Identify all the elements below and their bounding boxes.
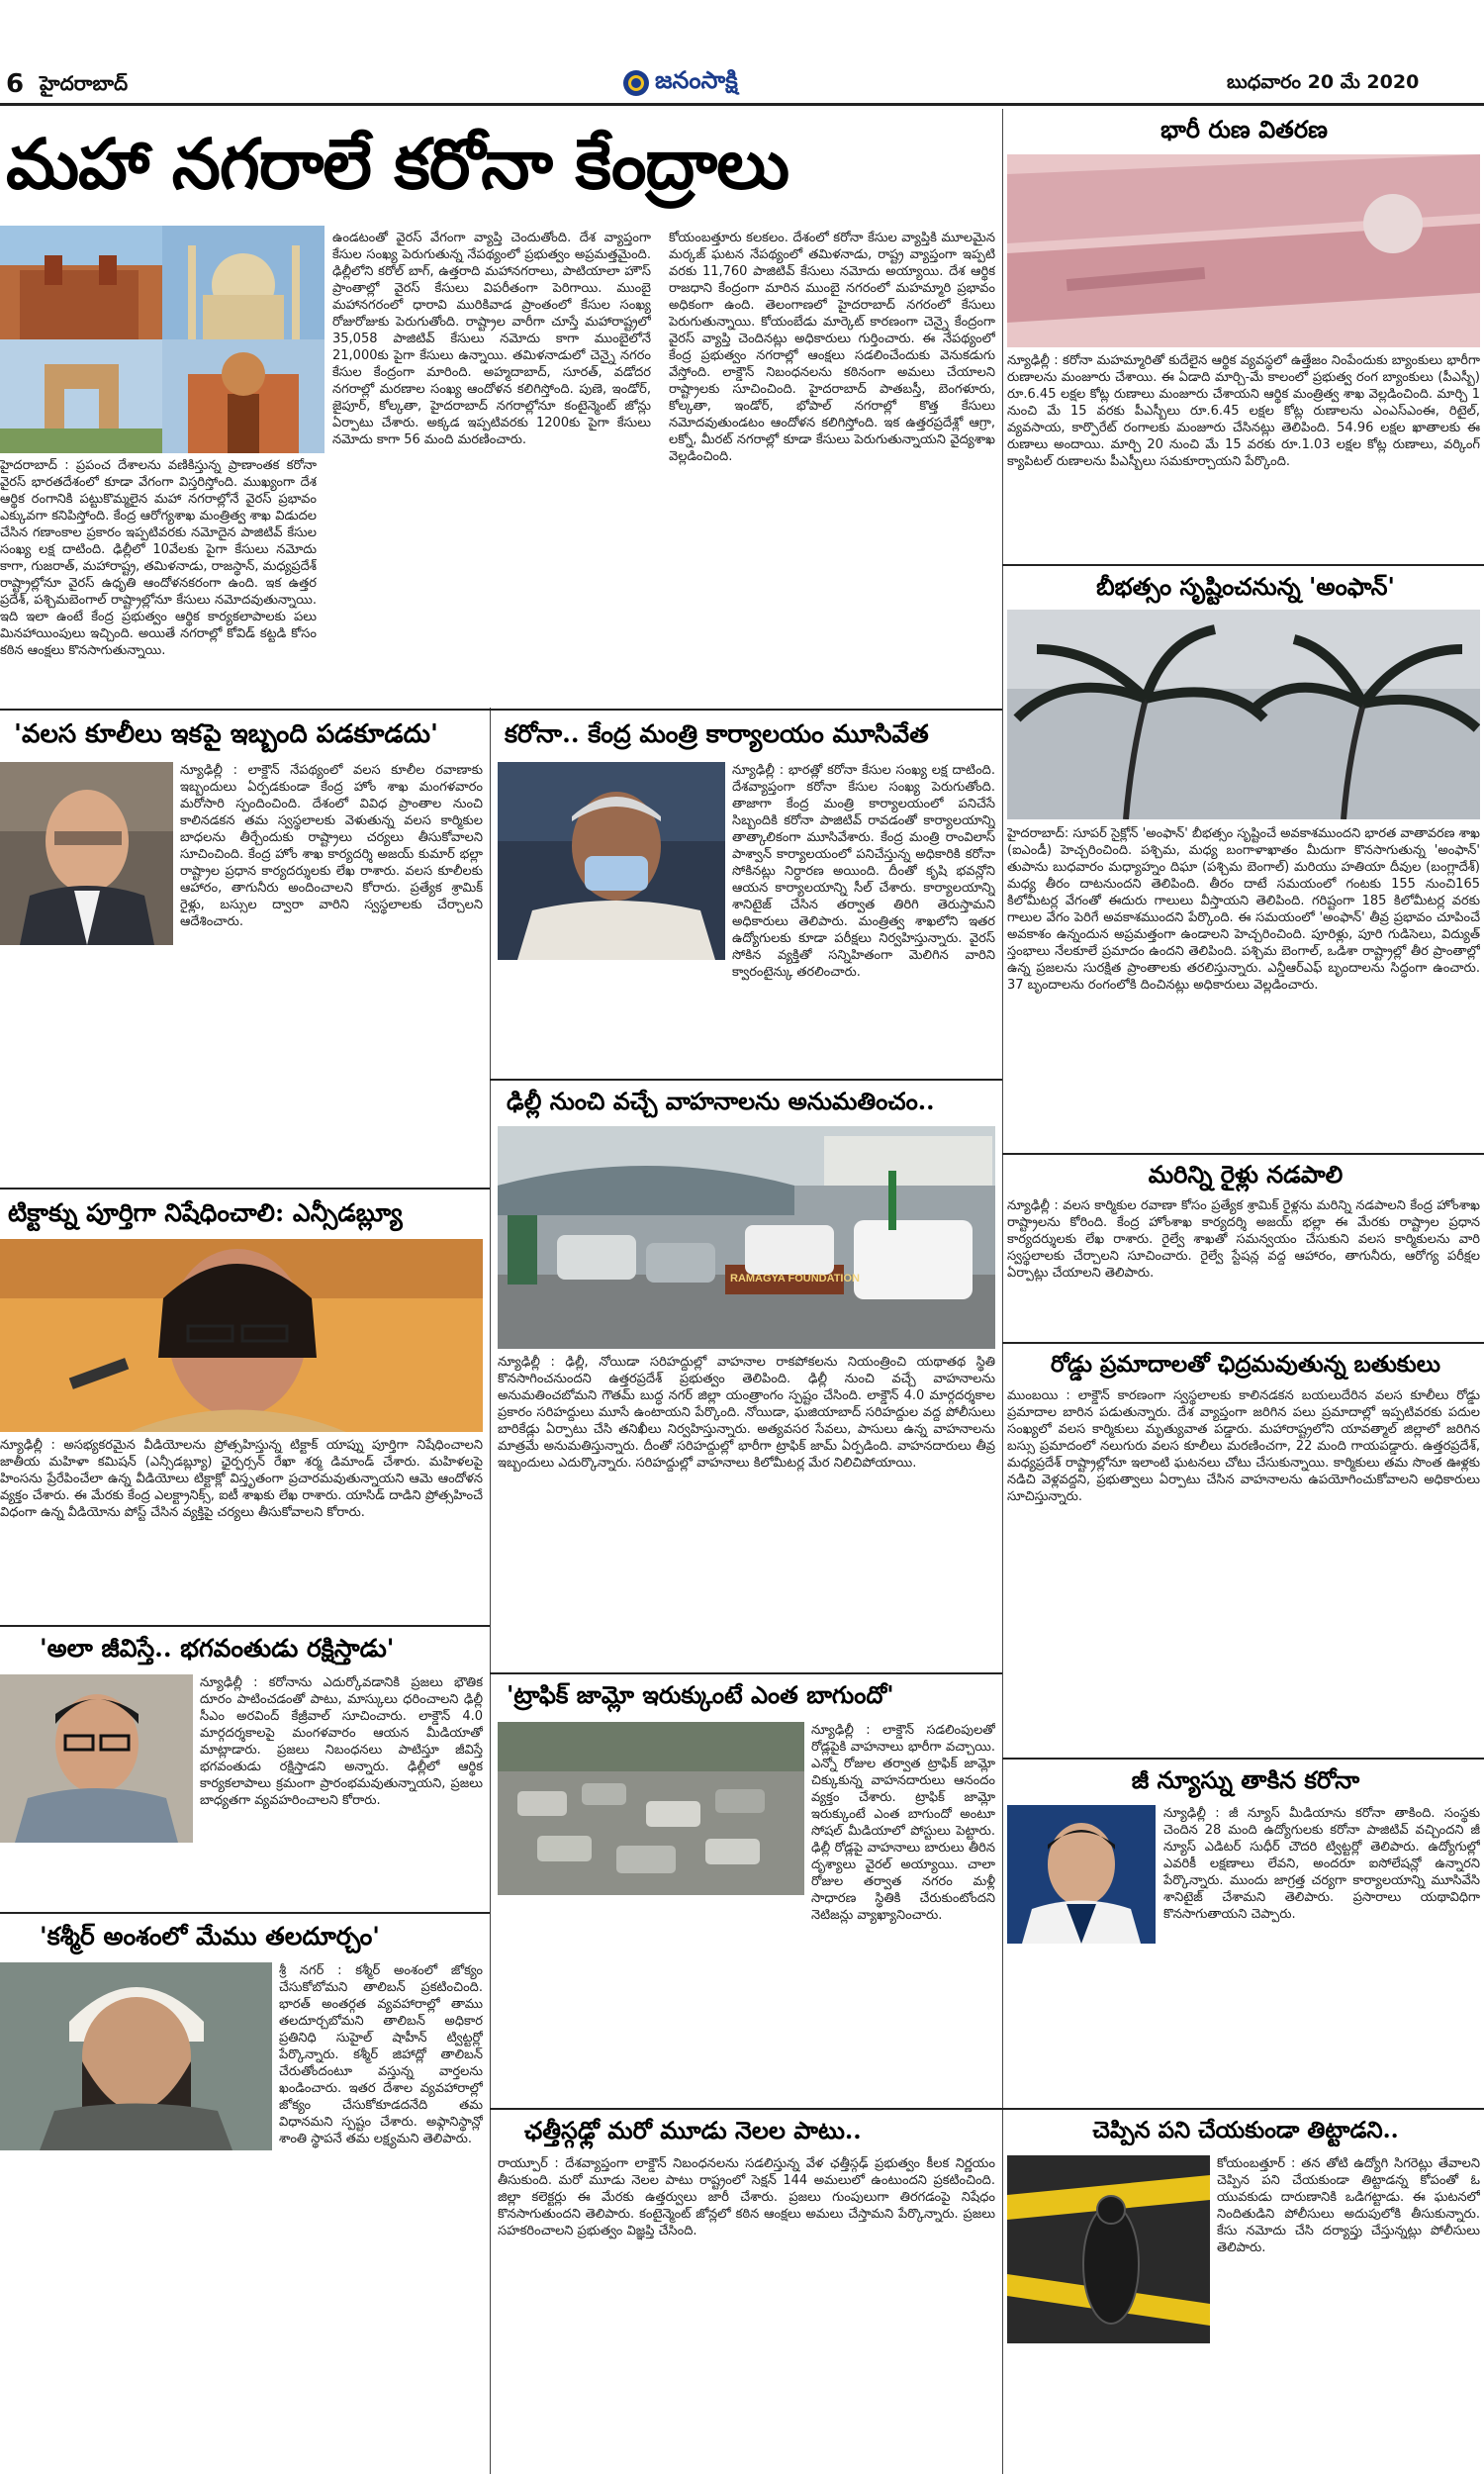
trains-rule [1002,1153,1484,1155]
vehicles-story-body: న్యూఢిల్లీ : ఢిల్లీ, నోయిడా సరిహద్దుల్లో వాహనాల రాకపోకలను నియంత్రించి యథాతథ స్థితి కొనసాగించనుందని ఉత్తరప్రదేశ్ ప్రభుత్వం తెలిపింది. ఢిల్లీ నుంచి వచ్చే వాహనాలను అనుమతించబోమని గౌతమ్ బుద్ధ నగర్ జిల్లా యంత్రాంగం స్పష్టం చేసింది. లాక్డౌన్ 4.0 మార్గదర్శకాల ప్రకారం సరిహద్దులు మూసే ఉంటాయని పేర్కొంది. నోయిడా, ఘజియాబాద్ సరిహద్దుల వద్ద పోలీసులు బారికేడ్లు ఏర్పాటు చేసి తనిఖీలు నిర్వహిస్తున్నారు. అత్యవసర సేవలు, పాసులు ఉన్న వాహనాలను మాత్రమే అనుమతిస్తున్నారు. దీంతో సరిహద్దుల్లో భారీగా ట్రాఫిక్ జామ్ ఏర్పడింది. వాహనదారులు తీవ్ర ఇబ్బందులు ఎదుర్కొన్నారు. సరిహద్దుల్లో వాహనాలు కిలోమీటర్ల మేర నిలిచిపోయాయి. [498,1355,995,1471]
minister-office-headline: కరోనా.. కేంద్ర మంత్రి కార్యాలయం మూసివేత [505,719,929,748]
loan-story-body: న్యూఢిల్లీ : కరోనా మహమ్మారితో కుదేలైన ఆర్థిక వ్యవస్థలో ఉత్తేజం నింపేందుకు బ్యాంకులు భారీగా రుణాలను మంజూరు చేశాయి. ఈ ఏడాది మార్చి-మే కాలంలో ప్రభుత్వ రంగ బ్యాంకులు (పీఎస్బీ) రూ.6.45 లక్షల కోట్ల రుణాలు మంజూరు చేశాయని ఆర్థిక మంత్రిత్వ శాఖ వెల్లడించింది. మార్చి 1 నుంచి మే 15 వరకు పీఎస్బీలు రూ.6.45 లక్షల కోట్ల రుణాలను ఎంఎస్ఎంఈ, రిటైల్, వ్యవసాయ, కార్పొరేట్ రంగాలకు మంజూరు చేసినట్లు తెలిపింది. 54.96 లక్షల ఖాతాలకు ఈ రుణాలు అందాయి. మార్చి 20 నుంచి మే 15 వరకు రూ.1.03 లక్షల కోట్ల రుణాలు, వర్కింగ్ క్యాపిటల్ రుణాలను పీఎస్బీలు సమకూర్చాయని పేర్కొంది. [1007,353,1480,469]
header-rule [0,103,1484,106]
kejriwal-story-body: న్యూఢిల్లీ : కరోనాను ఎదుర్కోవడానికి ప్రజలు భౌతిక దూరం పాటించడంతో పాటు, మాస్కులు ధరించాలని ఢిల్లీ సీఎం అరవింద్ కేజ్రీవాల్ సూచించారు. లాక్డౌన్ 4.0 మార్గదర్శకాలపై మంగళవారం ఆయన మీడియాతో మాట్లాడారు. ప్రజలు నిబంధనలు పాటిస్తూ జీవిస్తే భగవంతుడు రక్షిస్తాడని అన్నారు. ఢిల్లీలో ఆర్థిక కార్యకలాపాలు క్రమంగా ప్రారంభమవుతున్నాయని, ప్రజలు బాధ్యతగా వ్యవహరించాలని కోరారు. [200,1675,483,1808]
accidents-headline: రోడ్డు ప్రమాదాలతో ఛిద్రమవుతున్న బతుకులు [1050,1351,1441,1378]
main-story-col2: ఉండటంతో వైరస్ వేగంగా వ్యాప్తి చెందుతోంది. దేశ వ్యాప్తంగా కేసుల సంఖ్య పెరుగుతున్న నేపథ్యంలో ప్రభుత్వం అప్రమత్తమైంది. ఢిల్లీలోని కరోల్ బాగ్, ఉత్తరాది మహానగరాలు, పాటియాలా హౌస్ ప్రాంతాల్లో వైరస్ కేసులు విపరీతంగా పెరిగాయి. ముంబై మహానగరంలో ధారావి మురికివాడ ప్రాంతంలో కేసుల సంఖ్య రోజురోజుకు పెరుగుతోంది. రాష్ట్రాల వారీగా చూస్తే మహారాష్ట్రలో 35,058 పాజిటివ్ కేసులు నమోదు కాగా ముంబైలోనే 21,000కు పైగా కేసులు ఉన్నాయి. తమిళనాడులో చెన్నై నగరం కేసుల కేంద్రంగా మారింది. అహ్మదాబాద్, సూరత్, వడోదర నగరాల్లో మరణాల సంఖ్య ఆందోళన కలిగిస్తోంది. పుణె, ఇండోర్, జైపూర్, కోల్కతా, హైదరాబాద్ నగరాల్లోనూ కంటైన్మెంట్ జోన్లు ఏర్పాటు చేశారు. అక్కడ ఇప్పటివరకు 1200కు పైగా కేసులు నమోదు కాగా 56 మంది మరణించారు. [332,231,651,447]
kashmir-rule [0,1912,490,1914]
vehicles-headline: ఢిల్లీ నుంచి వచ్చే వాహనాలను అనుమతించం.. [507,1087,935,1115]
kashmir-headline: 'కశ్మీర్ అంశంలో మేము తలదూర్చం' [40,1922,380,1951]
zee-story-body: న్యూఢిల్లీ : జీ న్యూస్ మీడియాను కరోనా తాకింది. సంస్థకు చెందిన 28 మంది ఉద్యోగులకు కరోనా పాజిటివ్ వచ్చిందని జీ న్యూస్ ఎడిటర్ సుధీర్ చౌదరి ట్విట్టర్లో తెలిపారు. ఉద్యోగుల్లో ఎవరికీ లక్షణాలు లేవని, అందరూ ఐసోలేషన్లో ఉన్నారని పేర్కొన్నారు. ముందు జాగ్రత్త చర్యగా కార్యాలయాన్ని మూసివేసి శానిటైజ్ చేశామని తెలిపారు. ప్రసారాలు యథావిధిగా కొనసాగుతాయని చెప్పారు. [1163,1806,1480,1922]
minister-office-body: న్యూఢిల్లీ : భారత్లో కరోనా కేసుల సంఖ్య లక్ష దాటింది. దేశవ్యాప్తంగా కరోనా కేసుల సంఖ్య పెరుగుతోంది. తాజాగా కేంద్ర మంత్రి కార్యాలయంలో పనిచేసే సిబ్బందికి కరోనా పాజిటివ్ రావడంతో కార్యాలయాన్ని తాత్కాలికంగా మూసివేశారు. కేంద్ర మంత్రి రాంవిలాస్ పాశ్వాన్ కార్యాలయంలో పనిచేస్తున్న అధికారికి కరోనా సోకినట్లు నిర్ధారణ అయింది. దీంతో కృషి భవన్లోని ఆయన కార్యాలయాన్ని సీల్ చేశారు. కార్యాలయాన్ని శానిటైజ్ చేసిన తర్వాత తిరిగి తెరుస్తామని అధికారులు తెలిపారు. మంత్రిత్వ శాఖలోని ఇతర ఉద్యోగులకు కూడా పరీక్షలు నిర్వహిస్తున్నారు. వైరస్ సోకిన వ్యక్తితో సన్నిహితంగా మెలిగిన వారిని క్వారంటైన్కు తరలించారు. [732,763,995,980]
kashmir-story-body: శ్రీ నగర్ : కశ్మీర్ అంశంలో జోక్యం చేసుకోబోమని తాలిబన్ ప్రకటించింది. భారత్ అంతర్గత వ్యవహారాల్లో తాము తలదూర్చబోమని తాలిబన్ అధికార ప్రతినిధి సుహైల్ షాహీన్ ట్విట్టర్లో పేర్కొన్నారు. కశ్మీర్ జిహాద్లో తాలిబన్ చేరుతోందంటూ వస్తున్న వార్తలను ఖండించారు. ఇతర దేశాల వ్యవహారాల్లో జోక్యం చేసుకోకూడదనేది తమ విధానమని స్పష్టం చేశారు. అఫ్గానిస్థాన్లో శాంతి స్థాపనే తమ లక్ష్యమని తెలిపారు. [279,1963,483,2146]
minister-photo [498,762,725,960]
zee-news-editor-photo [1007,1805,1156,1944]
taliban-spokesperson-photo [0,1962,272,2150]
main-story-rule [0,709,1002,711]
traffic-jam-photo [498,1722,804,1895]
main-story-col1: హైదరాబాద్ : ప్రపంచ దేశాలను వణికిస్తున్న ప్రాణాంతక కరోనా వైరస్ భారతదేశంలో కూడా వేగంగా విస్తరిస్తోంది. ముఖ్యంగా దేశ ఆర్థిక రంగానికి పట్టుకొమ్మలైన మహా నగరాల్లోనే వైరస్ ప్రభావం ఎక్కువగా కనిపిస్తోంది. కేంద్ర ఆరోగ్యశాఖ మంత్రిత్వ శాఖ విడుదల చేసిన గణాంకాల ప్రకారం ఇప్పటివరకు నమోదైన పాజిటివ్ కేసుల సంఖ్య లక్ష దాటింది. ఢిల్లీలో 10వేలకు పైగా కేసులు నమోదు కాగా, గుజరాత్, మహారాష్ట్ర, తమిళనాడు, రాజస్థాన్, మధ్యప్రదేశ్ రాష్ట్రాల్లోనూ వైరస్ ఉధృతి ఆందోళనకరంగా ఉంది. ఇక ఉత్తర ప్రదేశ్, పశ్చిమబెంగాల్ రాష్ట్రాల్లోనూ కేసులు నమోదవుతున్నాయి. ఇది ఇలా ఉంటే కేంద్ర ప్రభుత్వం ఆర్థిక కార్యకలాపాలకు పలు మినహాయింపులు ఇచ్చింది. అయితే నగరాల్లో కోవిడ్ కట్టడి కోసం కఠిన ఆంక్షలు కొనసాగుతున్నాయి. [0,458,317,658]
migrants-story-body: న్యూఢిల్లీ : లాక్డౌన్ నేపథ్యంలో వలస కూలీల రవాణాకు ఇబ్బందులు ఏర్పడకుండా కేంద్ర హోం శాఖ మంగళవారం మరోసారి స్పందించింది. దేశంలో వివిధ ప్రాంతాల నుంచి కాలినడకన తమ స్వస్థలాలకు వెళుతున్న వలస కార్మికుల బాధలను తీర్చేందుకు రాష్ట్రాలు చర్యలు తీసుకోవాలని సూచించింది. కేంద్ర హోం శాఖ కార్యదర్శి అజయ్ కుమార్ భల్లా రాష్ట్రాల ప్రధాన కార్యదర్శులకు లేఖ రాశారు. వలస కూలీలకు ఆహారం, తాగునీరు అందించాలని కోరారు. ప్రత్యేక శ్రామిక్ రైళ్లు, బస్సుల ద్వారా వారిని స్వస్థలాలకు చేర్చాలని ఆదేశించారు. [180,763,483,929]
loan-headline: భారీ రుణ వితరణ [1160,115,1328,143]
main-story-col3: కోయంబత్తూరు కలకలం. దేశంలో కరోనా కేసుల వ్యాప్తికి మూలమైన మర్కజ్ ఘటన నేపథ్యంలో తమిళనాడు, రాష్ట్ర వ్యాప్తంగా ఇప్పటి వరకు 11,760 పాజిటివ్ కేసులు నమోదు అయ్యాయి. దేశ ఆర్థిక రాజధాని కేంద్రంగా మారిన ముంబై నగరంలో మహమ్మారి ప్రభావం అధికంగా ఉంది. తెలంగాణలో హైదరాబాద్ నగరంలో కేసులు పెరుగుతున్నాయి. కోయంబేడు మార్కెట్ కారణంగా చెన్నై కేంద్రంగా వైరస్ వ్యాప్తి చెందినట్లు అధికారులు గుర్తించారు. ఈ నేపథ్యంలో కేంద్ర ప్రభుత్వం నగరాల్లో ఆంక్షలు సడలించేందుకు వెనుకడుగు వేస్తోంది. లాక్డౌన్ నిబంధనలను కఠినంగా అమలు చేయాలని రాష్ట్రాలకు సూచించింది. హైదరాబాద్ పాతబస్తీ, బెంగళూరు, కోల్కతా, ఇండోర్, భోపాల్ నగరాల్లో కొత్త కేసులు నమోదవుతుండటం ఆందోళన కలిగిస్తోంది. ఇక ఉత్తరప్రదేశ్లో ఆగ్రా, లక్నో, మీరట్ నగరాల్లో కూడా కేసులు పెరుగుతున్నాయని వైద్యశాఖ వెల్లడించింది. [669,231,995,464]
monuments-photo-collage [0,226,325,453]
newspaper-emblem-icon [623,70,649,96]
chhattisgarh-rule [490,2108,1002,2110]
main-headline: మహా నగరాలే కరోనా కేంద్రాలు [6,123,789,205]
kejriwal-headline: 'అలా జీవిస్తే.. భగవంతుడు రక్షిస్తాడు' [40,1634,395,1663]
cyclone-palm-trees-photo [1007,610,1480,819]
tiktok-headline: టిక్టాక్ను పూర్తిగా నిషేధించాలి: ఎన్సీడబ్ల్యూ [8,1198,403,1227]
accidents-rule [1002,1342,1484,1344]
divider-right [1002,109,1003,2474]
trains-story-body: న్యూఢిల్లీ : వలస కార్మికుల రవాణా కోసం ప్రత్యేక శ్రామిక్ రైళ్లను మరిన్ని నడపాలని కేంద్ర హోంశాఖ రాష్ట్రాలను కోరింది. కేంద్ర హోంశాఖ కార్యదర్శి అజయ్ భల్లా ఈ మేరకు రాష్ట్రాల ప్రధాన కార్యదర్శులకు లేఖ రాశారు. రైల్వే శాఖతో సమన్వయం చేసుకుని వలస కార్మికులను వారి స్వస్థలాలకు చేర్చాలని సూచించారు. రైల్వే స్టేషన్ల వద్ద ఆహారం, తాగునీరు, ఆరోగ్య పరీక్షల ఏర్పాట్లు చేయాలని తెలిపారు. [1007,1198,1480,1281]
vehicles-photo-caption: RAMAGYA FOUNDATION [730,1273,860,1285]
vehicles-rule [490,1079,1002,1081]
zee-rule [1002,1758,1484,1760]
crime-story-body: కోయంబత్తూర్ : తన తోటి ఉద్యోగి సిగరెట్లు తేవాలని చెప్పిన పని చేయకుండా తిట్టాడన్న కోపంతో ఓ యువకుడు దారుణానికి ఒడిగట్టాడు. ఈ ఘటనలో నిందితుడిని పోలీసులు అదుపులోకి తీసుకున్నారు. కేసు నమోదు చేసి దర్యాప్తు చేస్తున్నట్లు పోలీసులు తెలిపారు. [1217,2156,1480,2255]
accidents-story-body: ముంబయి : లాక్డౌన్ కారణంగా స్వస్థలాలకు కాలినడకన బయలుదేరిన వలస కూలీలు రోడ్డు ప్రమాదాల బారిన పడుతున్నారు. దేశ వ్యాప్తంగా జరిగిన పలు ప్రమాదాల్లో ఇప్పటివరకు పదుల సంఖ్యలో వలస కార్మికులు మృత్యువాత పడ్డారు. మహారాష్ట్రలోని యావత్మాల్ జిల్లాలో జరిగిన బస్సు ప్రమాదంలో నలుగురు వలస కూలీలు మరణించగా, 22 మంది గాయపడ్డారు. ఉత్తరప్రదేశ్, మధ్యప్రదేశ్ రాష్ట్రాల్లోనూ ఇలాంటి ఘటనలు చోటు చేసుకున్నాయి. కార్మికులు తమ సొంత ఊళ్లకు నడిచి వెళ్లవద్దని, ప్రభుత్వాలు ఏర్పాటు చేసిన వాహనాలను ఉపయోగించుకోవాలని అధికారులు సూచిస్తున్నారు. [1007,1388,1480,1504]
kejriwal-photo [0,1674,193,1843]
chhattisgarh-story-body: రాయ్పూర్ : దేశవ్యాప్తంగా లాక్డౌన్ నిబంధనలను సడలిస్తున్న వేళ ఛత్తీస్గఢ్ ప్రభుత్వం కీలక నిర్ణయం తీసుకుంది. మరో మూడు నెలల పాటు రాష్ట్రంలో సెక్షన్ 144 అమలులో ఉంటుందని ప్రకటించింది. జిల్లా కలెక్టర్లు ఈ మేరకు ఉత్తర్వులు జారీ చేశారు. ప్రజలు గుంపులుగా తిరగడంపై నిషేధం కొనసాగుతుందని తెలిపారు. కంటైన్మెంట్ జోన్లలో కఠిన ఆంక్షలు అమలు చేస్తామని పేర్కొన్నారు. ప్రజలు సహకరించాలని ప్రభుత్వం విజ్ఞప్తి చేసింది. [498,2156,995,2238]
masthead-title: జనంసాక్షి [655,65,738,94]
crime-headline: చెప్పిన పని చేయకుండా తిట్టాడని.. [1092,2117,1399,2143]
ncw-chairperson-photo [0,1239,483,1432]
amphan-headline: బీభత్సం సృష్టించనున్న 'అంఫాన్' [1096,572,1395,601]
traffic-headline: 'ట్రాఫిక్ జామ్లో ఇరుక్కుంటే ఎంత బాగుందో' [507,1680,894,1709]
traffic-rule [490,1672,1002,1674]
currency-notes-photo [1007,154,1480,347]
city-label: హైదరాబాద్ [40,71,129,95]
official-portrait-photo [0,762,173,945]
chhattisgarh-headline: ఛత్తీస్గఢ్లో మరో మూడు నెలల పాటు.. [524,2116,862,2144]
divider-left [490,708,491,2474]
kejriwal-rule [0,1625,490,1627]
tiktok-story-body: న్యూఢిల్లీ : అసభ్యకరమైన వీడియోలను ప్రోత్సహిస్తున్న టిక్టాక్ యాప్ను పూర్తిగా నిషేధించాలని జాతీయ మహిళా కమిషన్ (ఎన్సీడబ్ల్యూ) ఛైర్పర్సన్ రేఖా శర్మ డిమాండ్ చేశారు. మహిళలపై హింసను ప్రేరేపించేలా ఉన్న వీడియోలు టిక్టాక్లో విస్తృతంగా ప్రచారమవుతున్నాయని ఆమె ఆందోళన వ్యక్తం చేశారు. ఈ మేరకు కేంద్ర ఎలక్ట్రానిక్స్, ఐటీ శాఖకు లేఖ రాశారు. యాసిడ్ దాడిని ప్రోత్సహించే విధంగా ఉన్న వీడియోను పోస్ట్ చేసిన వ్యక్తిపై చర్యలు తీసుకోవాలని కోరారు. [0,1438,483,1520]
zee-headline: జీ న్యూస్ను తాకిన కరోనా [1131,1765,1360,1794]
amphan-rule [1002,564,1484,566]
tiktok-rule [0,1188,490,1190]
amphan-story-body: హైదరాబాద్: సూపర్ సైక్లోన్ 'అంఫాన్' బీభత్సం సృష్టించే అవకాశముందని భారత వాతావరణ శాఖ (ఐఎండీ) హెచ్చరించింది. పశ్చిమ, మధ్య బంగాళాఖాతం మీదుగా కొనసాగుతున్న 'అంఫాన్' తుపాను బుధవారం మధ్యాహ్నం దిఘా (పశ్చిమ బెంగాల్) మరియు హతియా దీవుల (బంగ్లాదేశ్) మధ్య తీరం దాటనుందని తెలిపింది. తీరం దాటే సమయంలో గంటకు 155 నుంచి165 కిలోమీటర్ల వేగంతో ఈదురు గాలులు వీస్తాయని తెలిపింది. గరిష్టంగా 185 కిలోమీటర్ల వరకు గాలుల వేగం పెరిగే అవకాశముందని పేర్కొంది. ఈ సమయంలో 'అంఫాన్' తీవ్ర ప్రభావం చూపించే అవకాశం ఉన్నందున అప్రమత్తంగా ఉండాలని హెచ్చరించింది. పూరిళ్లు, పూరి గుడిసెలు, విద్యుత్ స్తంభాలు నేలకూలే ప్రమాదం ఉందని తెలిపింది. పశ్చిమ బెంగాల్, ఒడిశా రాష్ట్రాల్లో తీర ప్రాంతాల్లో ఉన్న ప్రజలను సురక్షిత ప్రాంతాలకు తరలిస్తున్నారు. ఎన్డీఆర్ఎఫ్ బృందాలను సిద్ధంగా ఉంచారు. 37 బృందాలను రంగంలోకి దించినట్లు అధికారులు వెల్లడించారు. [1007,826,1480,993]
masthead [623,65,738,100]
crime-scene-photo [1007,2155,1210,2343]
crime-rule [1002,2108,1484,2110]
migrants-headline: 'వలస కూలీలు ఇకపై ఇబ్బంది పడకూడదు' [14,719,438,749]
traffic-story-body: న్యూఢిల్లీ : లాక్డౌన్ సడలింపులతో రోడ్లపైకి వాహనాలు భారీగా వచ్చాయి. ఎన్నో రోజుల తర్వాత ట్రాఫిక్ జామ్లో చిక్కుకున్న వాహనదారులు ఆనందం వ్యక్తం చేశారు. ట్రాఫిక్ జామ్లో ఇరుక్కుంటే ఎంత బాగుందో అంటూ సోషల్ మీడియాలో పోస్టులు పెట్టారు. ఢిల్లీ రోడ్లపై వాహనాలు బారులు తీరిన దృశ్యాలు వైరల్ అయ్యాయి. చాలా రోజుల తర్వాత నగరం మళ్లీ సాధారణ స్థితికి చేరుకుంటోందని నెటిజన్లు వ్యాఖ్యానించారు. [811,1723,995,1923]
date-line: బుధవారం 20 మే 2020 [1227,71,1420,93]
page-number: 6 [6,69,25,99]
trains-headline: మరిన్ని రైళ్లు నడపాలి [1148,1160,1344,1189]
border-traffic-photo [498,1126,995,1349]
